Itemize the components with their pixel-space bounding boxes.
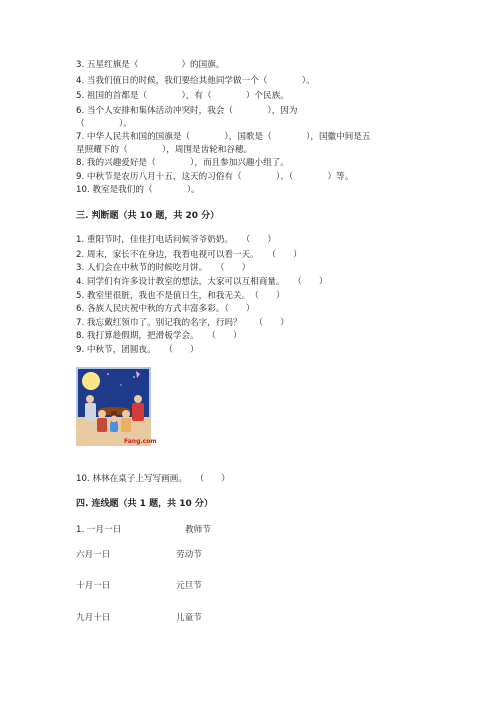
match-festival-1: 教师节 bbox=[185, 525, 211, 535]
judge-item-10: 10. 林林在桌子上写写画画。 （ ） bbox=[76, 474, 230, 484]
fill-item-10: 10. 教室是我们的（ ）。 bbox=[76, 185, 200, 195]
fill-item-6: 6. 当个人安排和集体活动冲突时，我会（ ），因为 bbox=[76, 106, 298, 116]
judge-item-8: 8. 我打算趁假期，把滑板学会。 （ ） bbox=[76, 331, 242, 341]
judge-item-6: 6. 各族人民庆祝中秋的方式丰富多彩。（ ） bbox=[76, 304, 255, 314]
fill-item-9: 9. 中秋节是农历八月十五，这天的习俗有（ ）、（ ）等。 bbox=[76, 172, 354, 182]
judge-item-1: 1. 重阳节时，佳佳打电话问候爷爷奶奶。 （ ） bbox=[76, 235, 276, 245]
fill-item-6-continued: （ ）。 bbox=[76, 119, 132, 129]
judge-item-5: 5. 教室里很脏，我也不是值日生，和我无关。 （ ） bbox=[76, 291, 285, 301]
judge-item-3: 3. 人们会在中秋节的时候吃月饼。 （ ） bbox=[76, 263, 251, 273]
fill-item-7-continued: 星照耀下的（ ），周围是齿轮和谷穗。 bbox=[76, 145, 253, 155]
section-heading-judgement: 三. 判断题（共 10 题，共 20 分） bbox=[76, 211, 220, 221]
fill-item-3: 3. 五星红旗是（ ）的国旗。 bbox=[76, 60, 225, 70]
fill-item-8: 8. 我的兴趣爱好是（ ），而且参加兴趣小组了。 bbox=[76, 158, 289, 168]
moon-icon bbox=[82, 372, 100, 390]
fill-item-4: 4. 当我们值日的时候，我们要给其他同学做一个（ ）。 bbox=[76, 76, 315, 86]
match-date-2: 六月一日 bbox=[76, 550, 111, 560]
match-date-1: 1. 一月一日 bbox=[76, 525, 122, 535]
judge-item-2: 2. 周末，家长不在身边，我看电视可以看一天。 （ ） bbox=[76, 250, 302, 260]
judge-item-7: 7. 我忘戴红领巾了。别记我的名字，行吗？ （ ） bbox=[76, 318, 289, 328]
match-festival-2: 劳动节 bbox=[176, 550, 202, 560]
judge-item-4: 4. 同学们有许多设计教室的想法，大家可以互相商量。 （ ） bbox=[76, 277, 328, 287]
section-heading-matching: 四. 连线题（共 1 题，共 10 分） bbox=[76, 499, 213, 509]
image-watermark: Fang.com bbox=[124, 438, 157, 445]
judge-item-9: 9. 中秋节，团圆夜。 （ ） bbox=[76, 345, 199, 355]
match-date-3: 十月一日 bbox=[76, 581, 111, 591]
mid-autumn-family-illustration bbox=[76, 367, 157, 446]
fill-item-5: 5. 祖国的首都是（ ），有（ ）个民族。 bbox=[76, 91, 289, 101]
match-festival-4: 儿童节 bbox=[176, 613, 202, 623]
match-date-4: 九月十日 bbox=[76, 613, 111, 623]
match-festival-3: 元旦节 bbox=[176, 581, 202, 591]
fill-item-7: 7. 中华人民共和国的国旗是（ ），国歌是（ ），国徽中间是五 bbox=[76, 132, 371, 142]
